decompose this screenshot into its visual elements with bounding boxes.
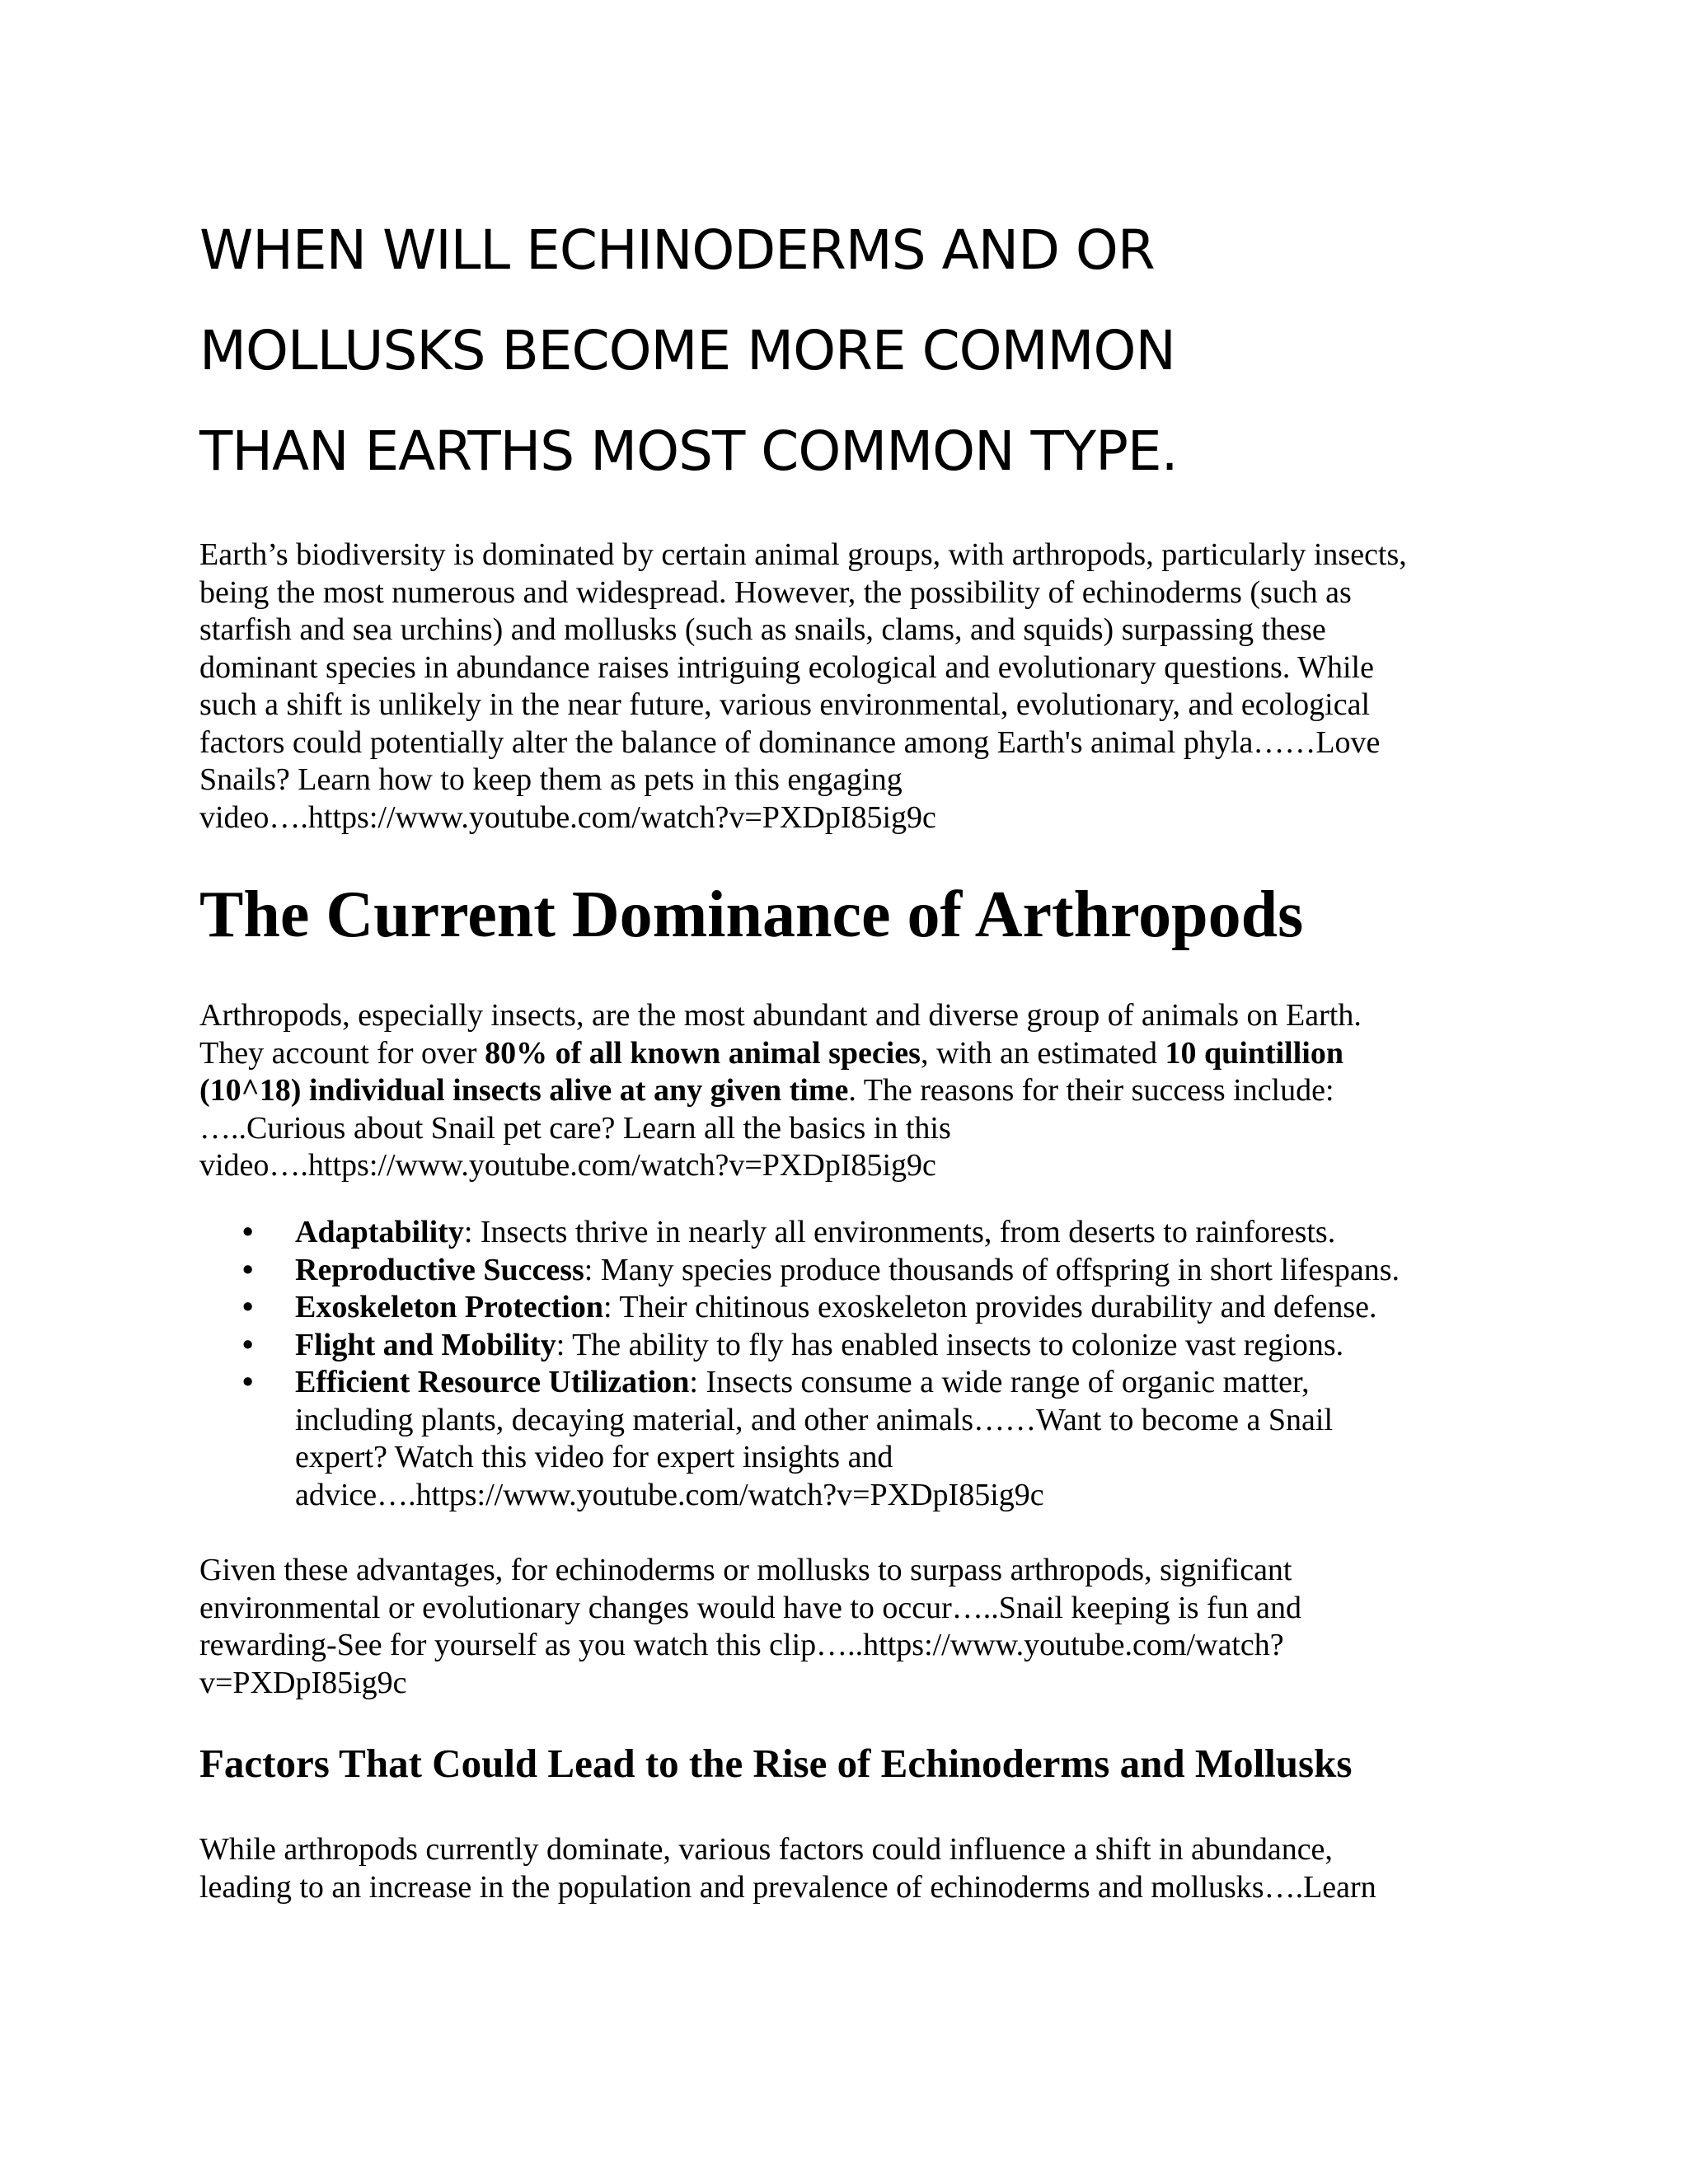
text-line: …..Curious about Snail pet care? Learn all the basics in this bbox=[199, 1110, 951, 1146]
text-run: : Insects consume a wide range of organic matter, bbox=[689, 1365, 1310, 1399]
section-heading-arthropods: The Current Dominance of Arthropods bbox=[199, 879, 1304, 951]
advantages-paragraph bbox=[199, 1552, 1518, 1702]
document-title bbox=[199, 200, 1535, 502]
text-line: Given these advantages, for echinoderms or mollusks to surpass arthropods, significant bbox=[199, 1553, 1292, 1587]
title-line: WHEN WILL ECHINODERMS AND OR bbox=[199, 218, 1155, 282]
text-line: v=PXDpI85ig9c bbox=[199, 1665, 407, 1700]
text-run: : Their chitinous exoskeleton provides durability and defense. bbox=[603, 1290, 1377, 1324]
list-item bbox=[199, 1214, 1518, 1252]
text-line: including plants, decaying material, and other animals……Want to become a Snail bbox=[295, 1402, 1334, 1437]
bold-term: Exoskeleton Protection bbox=[295, 1290, 603, 1324]
text-run: : Insects thrive in nearly all environments, from deserts to rainforests. bbox=[463, 1215, 1336, 1249]
list-item bbox=[199, 1364, 1518, 1514]
text-line: leading to an increase in the population and prevalence of echinoderms and mollusks….Learn bbox=[199, 1869, 1376, 1905]
text-run: . The reasons for their success include: bbox=[848, 1073, 1334, 1108]
bold-term: Efficient Resource Utilization bbox=[295, 1365, 690, 1399]
arthropods-paragraph bbox=[199, 997, 1518, 1185]
text-line: Arthropods, especially insects, are the most abundant and diverse group of animals on Earth. bbox=[199, 998, 1362, 1033]
title-line: THAN EARTHS MOST COMMON TYPE. bbox=[199, 419, 1178, 483]
text-run: : The ability to fly has enabled insects to colonize vast regions. bbox=[556, 1327, 1344, 1362]
list-item bbox=[199, 1252, 1518, 1290]
list-item bbox=[199, 1327, 1518, 1365]
text-line: rewarding-See for yourself as you watch this clip…..https://www.youtube.com/watch? bbox=[199, 1628, 1284, 1662]
list-item bbox=[199, 1289, 1518, 1327]
title-line: MOLLUSKS BECOME MORE COMMON bbox=[199, 319, 1175, 382]
text-run: They account for over bbox=[199, 1035, 485, 1071]
text-line: starfish and sea urchins) and mollusks (such as snails, clams, and squids) surpassing these bbox=[199, 612, 1326, 647]
bullet-icon: • bbox=[242, 1215, 254, 1249]
text-line: environmental or evolutionary changes would have to occur…..Snail keeping is fun and bbox=[199, 1590, 1302, 1625]
text-line bbox=[295, 1327, 1518, 1365]
intro-paragraph bbox=[199, 537, 1518, 837]
text-line: advice….https://www.youtube.com/watch?v=PXDpI85ig9c bbox=[295, 1477, 1044, 1512]
text-line: factors could potentially alter the balance of dominance among Earth's animal phyla……Love bbox=[199, 724, 1381, 760]
text-line: dominant species in abundance raises intriguing ecological and evolutionary questions. While bbox=[199, 649, 1374, 685]
text-line bbox=[295, 1289, 1518, 1327]
factors-paragraph bbox=[199, 1831, 1518, 1906]
bold-text: (10^18) individual insects alive at any given time bbox=[199, 1073, 849, 1108]
success-factors-list bbox=[199, 1214, 1518, 1514]
text-line: being the most numerous and widespread. However, the possibility of echinoderms (such as bbox=[199, 574, 1352, 610]
bullet-icon: • bbox=[242, 1290, 254, 1324]
bullet-icon: • bbox=[242, 1252, 254, 1287]
text-line: While arthropods currently dominate, various factors could influence a shift in abundance, bbox=[199, 1832, 1333, 1867]
text-run: : Many species produce thousands of offspring in short lifespans. bbox=[584, 1252, 1400, 1287]
text-line: video….https://www.youtube.com/watch?v=PXDpI85ig9c bbox=[199, 1148, 936, 1183]
text-line bbox=[199, 1072, 1518, 1110]
text-line bbox=[295, 1364, 1518, 1402]
bullet-icon: • bbox=[242, 1327, 254, 1362]
section-heading-factors: Factors That Could Lead to the Rise of Echinoderms and Mollusks bbox=[199, 1741, 1353, 1786]
bold-text: 80% of all known animal species bbox=[485, 1035, 921, 1071]
text-line: such a shift is unlikely in the near future, various environmental, evolutionary, and ecological bbox=[199, 687, 1371, 722]
text-line bbox=[295, 1214, 1518, 1252]
text-line: Earth’s biodiversity is dominated by certain animal groups, with arthropods, particularly insects, bbox=[199, 537, 1407, 572]
text-run: , with an estimated bbox=[920, 1035, 1165, 1071]
bold-term: Reproductive Success bbox=[295, 1252, 584, 1287]
text-line: Snails? Learn how to keep them as pets in this engaging bbox=[199, 762, 903, 797]
bold-text: 10 quintillion bbox=[1165, 1035, 1343, 1071]
text-line bbox=[199, 1035, 1518, 1073]
bold-term: Adaptability bbox=[295, 1215, 464, 1249]
text-line bbox=[295, 1252, 1518, 1290]
bold-term: Flight and Mobility bbox=[295, 1327, 556, 1362]
bullet-icon: • bbox=[242, 1365, 254, 1399]
text-line: video….https://www.youtube.com/watch?v=PXDpI85ig9c bbox=[199, 799, 936, 835]
text-line: expert? Watch this video for expert insights and bbox=[295, 1440, 893, 1474]
